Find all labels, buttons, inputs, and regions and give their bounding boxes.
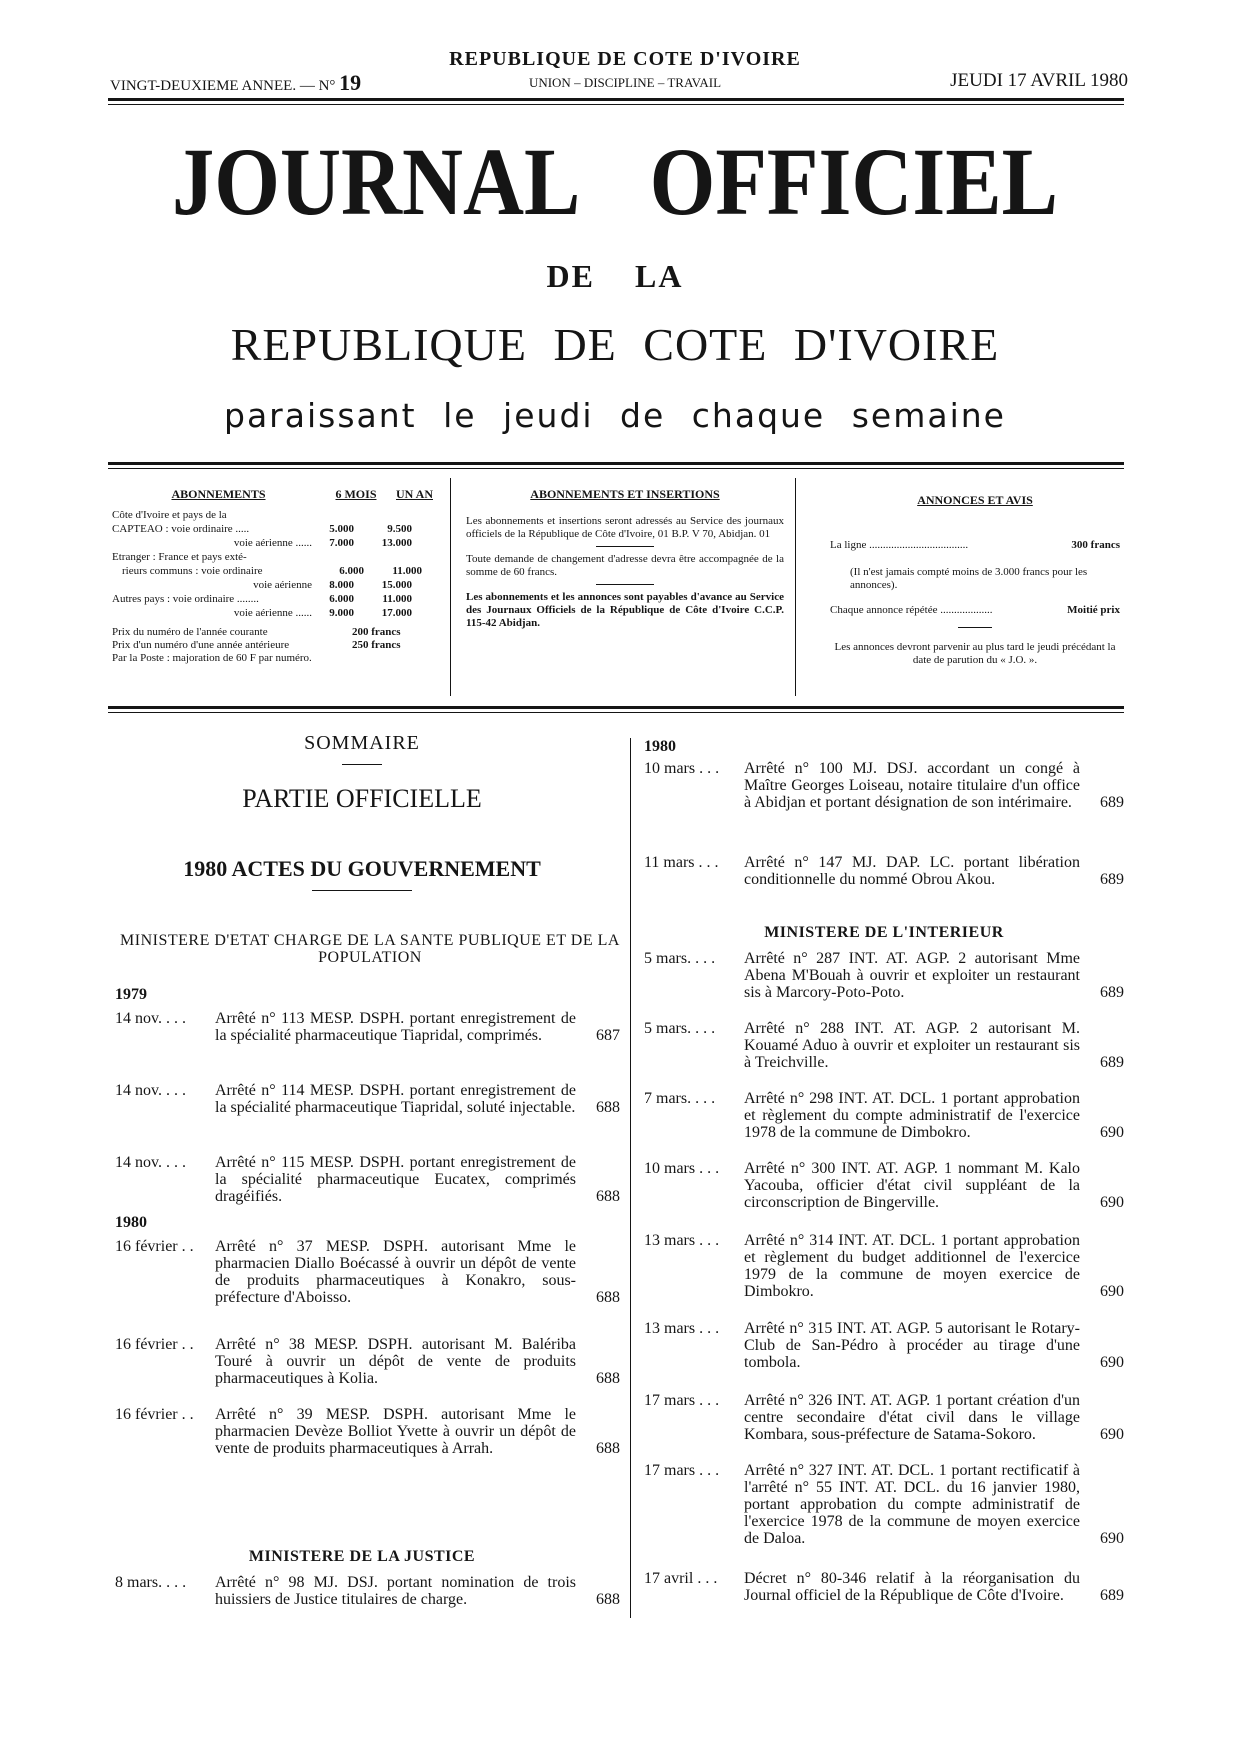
- entry-date: 16 février . .: [115, 1336, 194, 1353]
- prix-value: 250 francs: [352, 639, 401, 651]
- entry-page: 688: [596, 1099, 620, 1116]
- entry-page: 689: [1100, 794, 1124, 811]
- year-label: VINGT-DEUXIEME ANNEE. — N°: [110, 78, 336, 94]
- journal-title: JOURNAL OFFICIEL: [172, 128, 1058, 235]
- entry-text: Arrêté n° 37 MESP. DSPH. autorisant Mme le pharmacien Diallo Boécassé à ouvrir un dépôt de vente de produits pharmaceutiques à Konakro, sous-préfecture d'Aboisso.: [215, 1238, 576, 1306]
- entry-date: 14 nov. . . .: [115, 1010, 186, 1027]
- box-top-rule-thin: [108, 468, 1124, 469]
- entry-page: 690: [1100, 1283, 1124, 1300]
- repete-row: [830, 604, 1120, 617]
- tarif-an: 11.000: [382, 593, 412, 605]
- entry-text: Arrêté n° 98 MJ. DSJ. portant nomination de trois huissiers de Justice titulaires de charge.: [215, 1574, 576, 1608]
- box-bottom-rule-thin: [108, 712, 1124, 713]
- ligne-value: 300 francs: [1071, 539, 1120, 551]
- sommaire-entry: [644, 1320, 1124, 1371]
- divider: [958, 627, 992, 628]
- entry-date: 10 mars . . .: [644, 760, 720, 777]
- sommaire-entry: [115, 1010, 620, 1044]
- entry-text: Arrêté n° 114 MESP. DSPH. portant enregistrement de la spécialité pharmaceutique Tiapridal, soluté injectable.: [215, 1082, 576, 1116]
- sommaire-entry: [644, 1020, 1124, 1071]
- year-1979: 1979: [115, 986, 147, 1003]
- entry-page: 688: [596, 1591, 620, 1608]
- tarif-row: [112, 509, 442, 522]
- entry-date: 16 février . .: [115, 1406, 194, 1423]
- annonces-header: ANNONCES ET AVIS: [917, 493, 1033, 507]
- entry-text: Arrêté n° 315 INT. AT. AGP. 5 autorisant le Rotary-Club de San-Pédro à procéder au tirage d'une tombola.: [744, 1320, 1080, 1371]
- divider: [596, 546, 654, 547]
- divider: [342, 764, 382, 765]
- republic-name: REPUBLIQUE DE COTE D'IVOIRE: [449, 48, 801, 70]
- sommaire-entry: [644, 854, 1124, 888]
- tarif-an: 9.500: [387, 523, 412, 535]
- entry-page: 687: [596, 1027, 620, 1044]
- tarif-label: voie aérienne ......: [233, 607, 312, 619]
- entry-text: Arrêté n° 326 INT. AT. AGP. 1 portant création d'un centre secondaire d'état civil dans le village Kombara, sous-préfecture de Satama-Sokoro.: [744, 1392, 1080, 1443]
- entry-page: 690: [1100, 1354, 1124, 1371]
- prix-label: Prix d'un numéro d'une année antérieure: [112, 639, 290, 651]
- tarif-label: Autres pays : voie ordinaire ........: [112, 593, 259, 605]
- prix-label: Prix du numéro de l'année courante: [112, 626, 268, 638]
- entry-page: 689: [1100, 1054, 1124, 1071]
- tarif-row: [112, 565, 442, 578]
- tarif-6mois: 6.000: [339, 565, 364, 577]
- year-1980: 1980: [115, 1214, 147, 1231]
- tarif-6mois: 9.000: [329, 607, 354, 619]
- prix-row: [112, 639, 442, 652]
- entry-text: Arrêté n° 287 INT. AT. AGP. 2 autorisant Mme Abena M'Bouah à ouvrir et exploiter un restaurant sis à Marcory-Poto-Poto.: [744, 950, 1080, 1001]
- entry-text: Arrêté n° 113 MESP. DSPH. portant enregistrement de la spécialité pharmaceutique Tiapridal, comprimés.: [215, 1010, 576, 1044]
- entry-text: Arrêté n° 298 INT. AT. DCL. 1 portant approbation et règlement du compte administratif de l'exercice 1978 de la commune de Dimbokro.: [744, 1090, 1080, 1141]
- prix-row: [112, 652, 442, 665]
- entry-date: 17 mars . . .: [644, 1462, 720, 1479]
- issue-date: JEUDI 17 AVRIL 1980: [950, 70, 1128, 91]
- divider: [312, 890, 412, 891]
- sommaire-entry: [644, 1462, 1124, 1547]
- sommaire-entry: [644, 1392, 1124, 1443]
- sommaire-entry: [115, 1238, 620, 1306]
- entry-date: 17 avril . . .: [644, 1570, 718, 1587]
- entry-text: Arrêté n° 115 MESP. DSPH. portant enregistrement de la spécialité pharmaceutique Eucatex, comprimés dragéifiés.: [215, 1154, 576, 1205]
- ministere-sante: MINISTERE D'ETAT CHARGE DE LA SANTE PUBLIQUE ET DE LA POPULATION: [120, 932, 620, 966]
- insertions-header: ABONNEMENTS ET INSERTIONS: [530, 487, 720, 501]
- ligne-row: [830, 539, 1120, 552]
- tarif-label: voie aérienne ......: [233, 537, 312, 549]
- entry-text: Arrêté n° 38 MESP. DSPH. autorisant M. Balériba Touré à ouvrir un dépôt de vente de produits pharmaceutiques à Kolia.: [215, 1336, 576, 1387]
- tarif-row: [112, 523, 442, 536]
- entry-date: 13 mars . . .: [644, 1320, 720, 1337]
- tarif-rows: [112, 509, 442, 620]
- tarif-6mois: [312, 509, 354, 522]
- annonces-delai: Les annonces devront parvenir au plus tard le jeudi précédant la date de parution du « J.O. ».: [834, 641, 1116, 666]
- entry-text: Décret n° 80-346 relatif à la réorganisation du Journal officiel de la République de Côte d'Ivoire.: [744, 1570, 1080, 1604]
- entry-page: 690: [1100, 1426, 1124, 1443]
- tarif-label: Côte d'Ivoire et pays de la: [112, 509, 227, 521]
- sommaire-entry: [115, 1406, 620, 1457]
- prix-value: 200 francs: [352, 626, 401, 638]
- de-la: DE LA: [546, 258, 684, 294]
- entry-text: Arrêté n° 39 MESP. DSPH. autorisant Mme le pharmacien Devèze Bolliot Yvette à ouvrir un dépôt de vente de produits pharmaceutiques à Arrah.: [215, 1406, 576, 1457]
- prix-label: Par la Poste : majoration de 60 F par numéro.: [112, 652, 312, 664]
- tarif-an: 11.000: [392, 565, 422, 577]
- entry-text: Arrêté n° 100 MJ. DSJ. accordant un congé à Maître Georges Loiseau, notaire titulaire d'un office à Abidjan et portant désignation de son intérimaire.: [744, 760, 1080, 811]
- tarif-label: voie aérienne: [253, 579, 312, 591]
- entry-page: 689: [1100, 1587, 1124, 1604]
- box-divider-2: [795, 478, 796, 696]
- sommaire-entry: [644, 1570, 1124, 1604]
- sommaire-entry: [644, 1090, 1124, 1141]
- entry-date: 14 nov. . . .: [115, 1082, 186, 1099]
- insertions-p3: Les abonnements et les annonces sont payables d'avance au Service des Journaux Officiels de la République de Côte d'Ivoire C.C.P. 115-42 Abidjan.: [466, 591, 784, 629]
- entry-page: 688: [596, 1289, 620, 1306]
- tarif-an: 13.000: [381, 537, 412, 549]
- sommaire-entry: [115, 1082, 620, 1116]
- entry-page: 688: [596, 1440, 620, 1457]
- repete-label: Chaque annonce répétée ...................: [830, 604, 993, 616]
- actes-gouvernement: 1980 ACTES DU GOUVERNEMENT: [183, 856, 541, 881]
- sommaire-entry: [644, 1232, 1124, 1300]
- entry-text: Arrêté n° 314 INT. AT. DCL. 1 portant approbation et règlement du budget additionnel de l'exercice 1979 de la commune de moyen exercice de Dimbokro.: [744, 1232, 1080, 1300]
- tarif-label: Etranger : France et pays exté-: [112, 551, 247, 563]
- entry-date: 17 mars . . .: [644, 1392, 720, 1409]
- entry-text: Arrêté n° 300 INT. AT. AGP. 1 nommant M. Kalo Yacouba, officier d'état civil suppléant de la circonscription de Bingerville.: [744, 1160, 1080, 1211]
- tarif-an: [354, 509, 412, 522]
- top-rule-thin: [108, 104, 1124, 105]
- entry-page: 688: [596, 1188, 620, 1205]
- repete-value: Moitié prix: [1067, 604, 1120, 616]
- tarif-label: rieurs communs : voie ordinaire: [122, 565, 263, 577]
- sommaire-entry: [644, 760, 1124, 811]
- insertions-p2: Toute demande de changement d'adresse devra être accompagnée de la somme de 60 francs.: [466, 553, 784, 578]
- ministere-justice: MINISTERE DE LA JUSTICE: [248, 1548, 476, 1565]
- box-top-rule: [108, 462, 1124, 465]
- tarif-6mois: 7.000: [329, 537, 354, 549]
- sommaire-entry: [115, 1574, 620, 1608]
- tarif-row: [112, 537, 442, 550]
- tarif-6mois: 5.000: [329, 523, 354, 535]
- tarif-row: [112, 607, 442, 620]
- entry-date: 5 mars. . . .: [644, 1020, 716, 1037]
- abonnements-box: [112, 488, 442, 665]
- entry-date: 8 mars. . . .: [115, 1574, 187, 1591]
- tarif-6mois: 8.000: [329, 579, 354, 591]
- sommaire-title: SOMMAIRE: [304, 732, 420, 754]
- sommaire-entry: [644, 1160, 1124, 1211]
- entry-date: 16 février . .: [115, 1238, 194, 1255]
- tarif-row: [112, 551, 442, 564]
- box-divider-1: [450, 478, 451, 696]
- tarif-an: 17.000: [381, 607, 412, 619]
- tagline: paraissant le jeudi de chaque semaine: [224, 396, 1006, 435]
- column-divider: [630, 738, 631, 1618]
- entry-date: 11 mars . . .: [644, 854, 719, 871]
- sommaire-entry: [644, 950, 1124, 1001]
- republic-header: [440, 48, 810, 91]
- top-rule-thick: [108, 98, 1124, 101]
- year-1980-right: 1980: [644, 738, 676, 755]
- ligne-label: La ligne ....................................: [830, 539, 969, 551]
- abonnements-header: ABONNEMENTS: [171, 487, 266, 501]
- tarif-row: [112, 579, 442, 592]
- motto: UNION – DISCIPLINE – TRAVAIL: [528, 75, 722, 90]
- entry-date: 5 mars. . . .: [644, 950, 716, 967]
- entry-page: 688: [596, 1370, 620, 1387]
- entry-text: Arrêté n° 288 INT. AT. AGP. 2 autorisant M. Kouamé Aduo à ouvrir et exploiter un restaurant sis à Treichville.: [744, 1020, 1080, 1071]
- annonces-note: (Il n'est jamais compté moins de 3.000 francs pour les annonces).: [850, 566, 1088, 591]
- box-bottom-rule: [108, 706, 1124, 709]
- entry-page: 689: [1100, 871, 1124, 888]
- col-6mois: 6 MOIS: [335, 487, 377, 501]
- insertions-box: [466, 488, 784, 630]
- tarif-label: CAPTEAO : voie ordinaire .....: [112, 523, 250, 535]
- entry-page: 690: [1100, 1124, 1124, 1141]
- entry-text: Arrêté n° 327 INT. AT. DCL. 1 portant rectificatif à l'arrêté n° 55 INT. AT. DCL. du 16 janvier 1980, portant approbation du compte administratif de l'exercice 1978 de la commune de moyen exercice de Daloa.: [744, 1462, 1080, 1547]
- tarif-6mois: 6.000: [329, 593, 354, 605]
- issue-number: 19: [339, 70, 362, 95]
- tarif-an: [354, 551, 412, 564]
- insertions-p1: Les abonnements et insertions seront adressés au Service des journaux officiels de la République de Côte d'Ivoire, 01 B.P. V 70, Abidjan. 01: [466, 515, 784, 540]
- tarif-row: [112, 593, 442, 606]
- annonces-box: [830, 494, 1120, 667]
- tarif-an: 15.000: [381, 579, 412, 591]
- entry-text: Arrêté n° 147 MJ. DAP. LC. portant libération conditionnelle du nommé Obrou Akou.: [744, 854, 1080, 888]
- ministere-interieur: MINISTERE DE L'INTERIEUR: [764, 924, 1004, 941]
- entry-page: 689: [1100, 984, 1124, 1001]
- partie-officielle: PARTIE OFFICIELLE: [242, 784, 482, 813]
- entry-date: 14 nov. . . .: [115, 1154, 186, 1171]
- col-an: UN AN: [395, 487, 433, 501]
- entry-date: 13 mars . . .: [644, 1232, 720, 1249]
- entry-date: 10 mars . . .: [644, 1160, 720, 1177]
- sommaire-entry: [115, 1154, 620, 1205]
- sommaire-entry: [115, 1336, 620, 1387]
- year-issue-line: [110, 70, 361, 96]
- tarif-6mois: [312, 551, 354, 564]
- entry-page: 690: [1100, 1194, 1124, 1211]
- entry-page: 690: [1100, 1530, 1124, 1547]
- entry-date: 7 mars. . . .: [644, 1090, 716, 1107]
- prix-rows: [112, 626, 442, 665]
- divider: [596, 584, 654, 585]
- prix-row: [112, 626, 442, 639]
- republic-title: REPUBLIQUE DE COTE D'IVOIRE: [230, 319, 1000, 370]
